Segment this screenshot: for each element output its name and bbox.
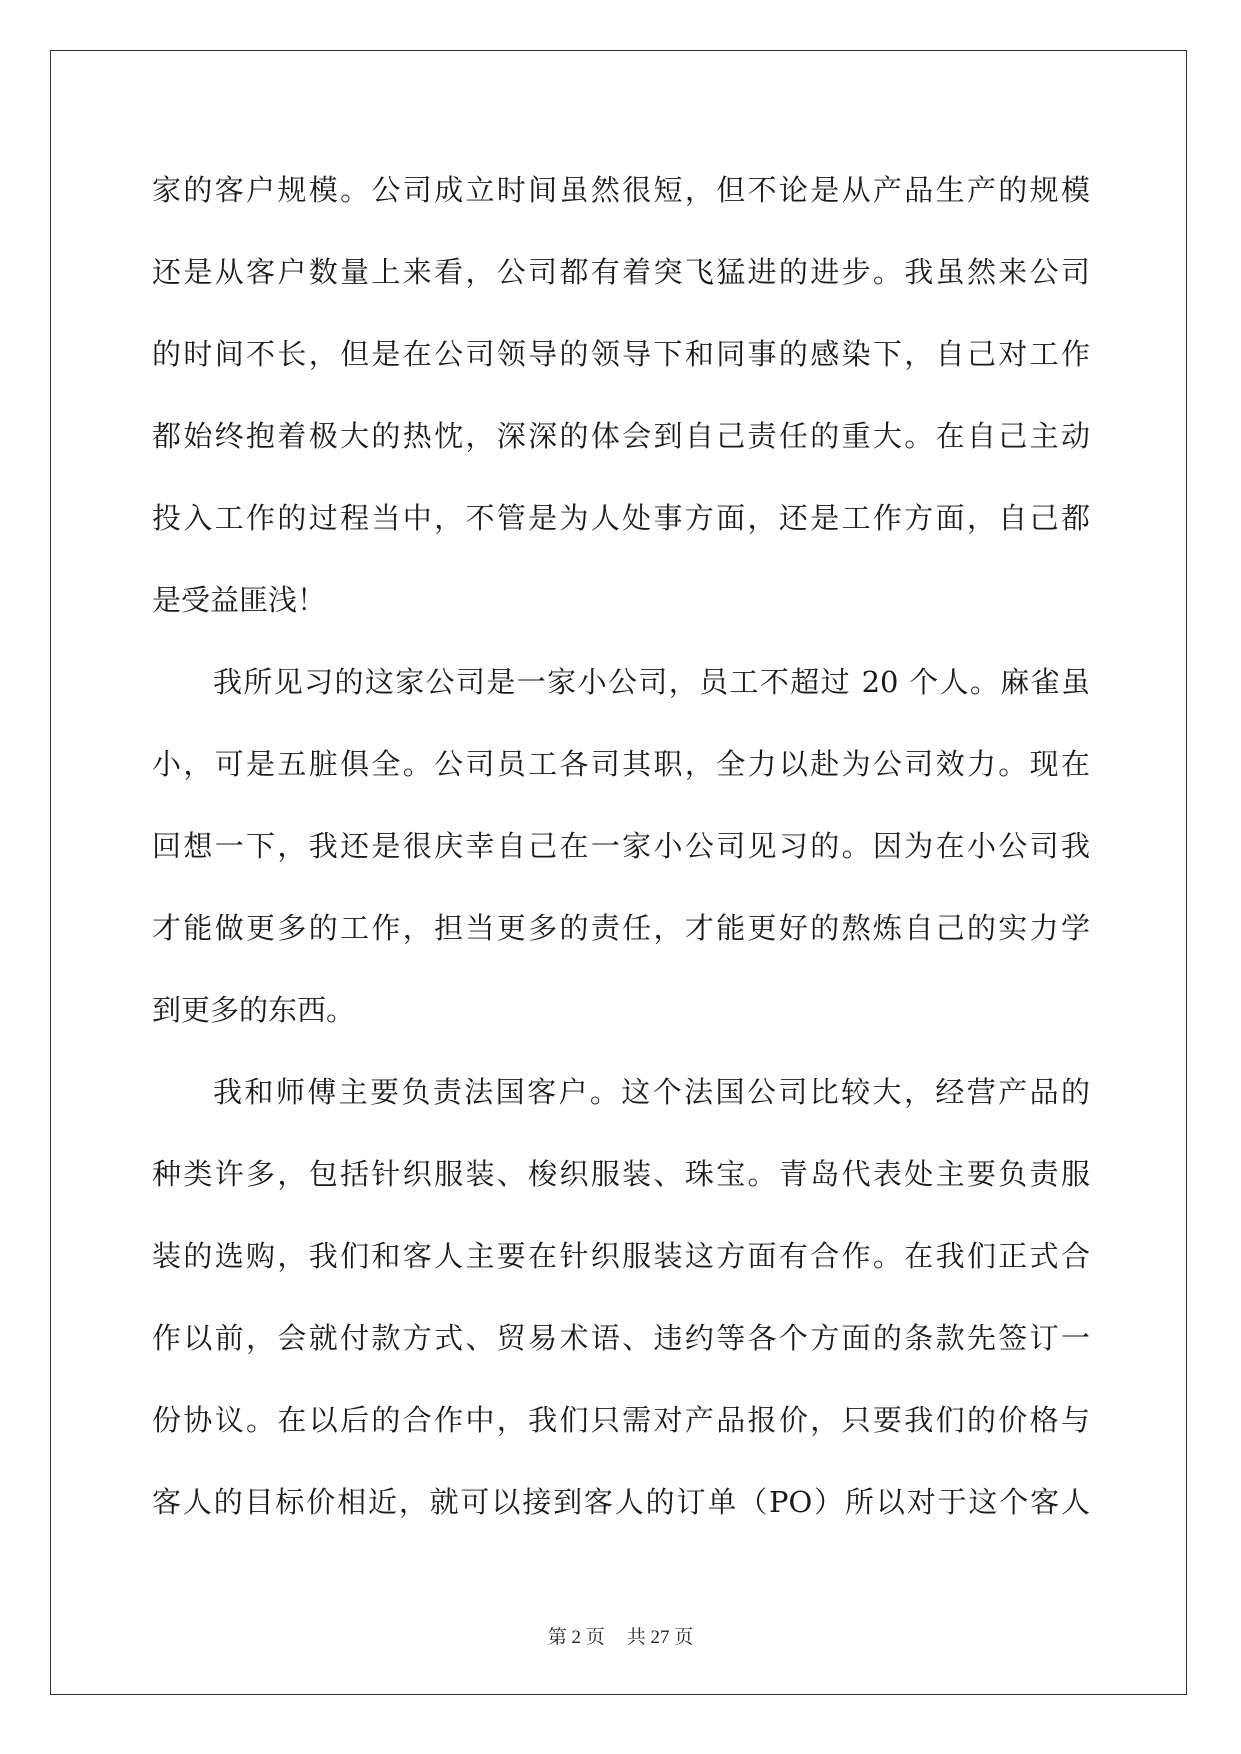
- text-line: 作以前，会就付款方式、贸易术语、违约等各个方面的条款先签订一: [152, 1321, 1090, 1355]
- text-line: 是受益匪浅！: [152, 583, 327, 617]
- page-number: 第 2 页: [547, 1627, 605, 1648]
- text-line: 家的客户规模。公司成立时间虽然很短，但不论是从产品生产的规模: [152, 173, 1090, 207]
- text-line: 份协议。在以后的合作中，我们只需对产品报价，只要我们的价格与: [152, 1403, 1090, 1437]
- text-line: 到更多的东西。: [152, 993, 356, 1027]
- text-line: 的时间不长，但是在公司领导的领导下和同事的感染下，自己对工作: [152, 337, 1090, 371]
- text-line: 装的选购，我们和客人主要在针织服装这方面有合作。在我们正式合: [152, 1239, 1090, 1273]
- text-line: 回想一下，我还是很庆幸自己在一家小公司见习的。因为在小公司我: [152, 829, 1090, 863]
- total-pages: 共 27 页: [626, 1627, 694, 1648]
- paragraph-first-line: 我和师傅主要负责法国客户。这个法国公司比较大，经营产品的: [213, 1075, 1090, 1109]
- text-line: 小，可是五脏俱全。公司员工各司其职，全力以赴为公司效力。现在: [152, 747, 1090, 781]
- page-footer: [0, 1622, 1241, 1649]
- text-line: 客人的目标价相近，就可以接到客人的订单（PO）所以对于这个客人: [152, 1485, 1090, 1519]
- text-line: 还是从客户数量上来看，公司都有着突飞猛进的进步。我虽然来公司: [152, 255, 1090, 289]
- document-body: [152, 162, 1090, 1556]
- text-line: 才能做更多的工作，担当更多的责任，才能更好的熬炼自己的实力学: [152, 911, 1090, 945]
- paragraph-first-line: 我所见习的这家公司是一家小公司，员工不超过 20 个人。麻雀虽: [213, 665, 1090, 699]
- text-line: 种类许多，包括针织服装、梭织服装、珠宝。青岛代表处主要负责服: [152, 1157, 1090, 1191]
- text-line: 都始终抱着极大的热忱，深深的体会到自己责任的重大。在自己主动: [152, 419, 1090, 453]
- text-line: 投入工作的过程当中，不管是为人处事方面，还是工作方面，自己都: [152, 501, 1090, 535]
